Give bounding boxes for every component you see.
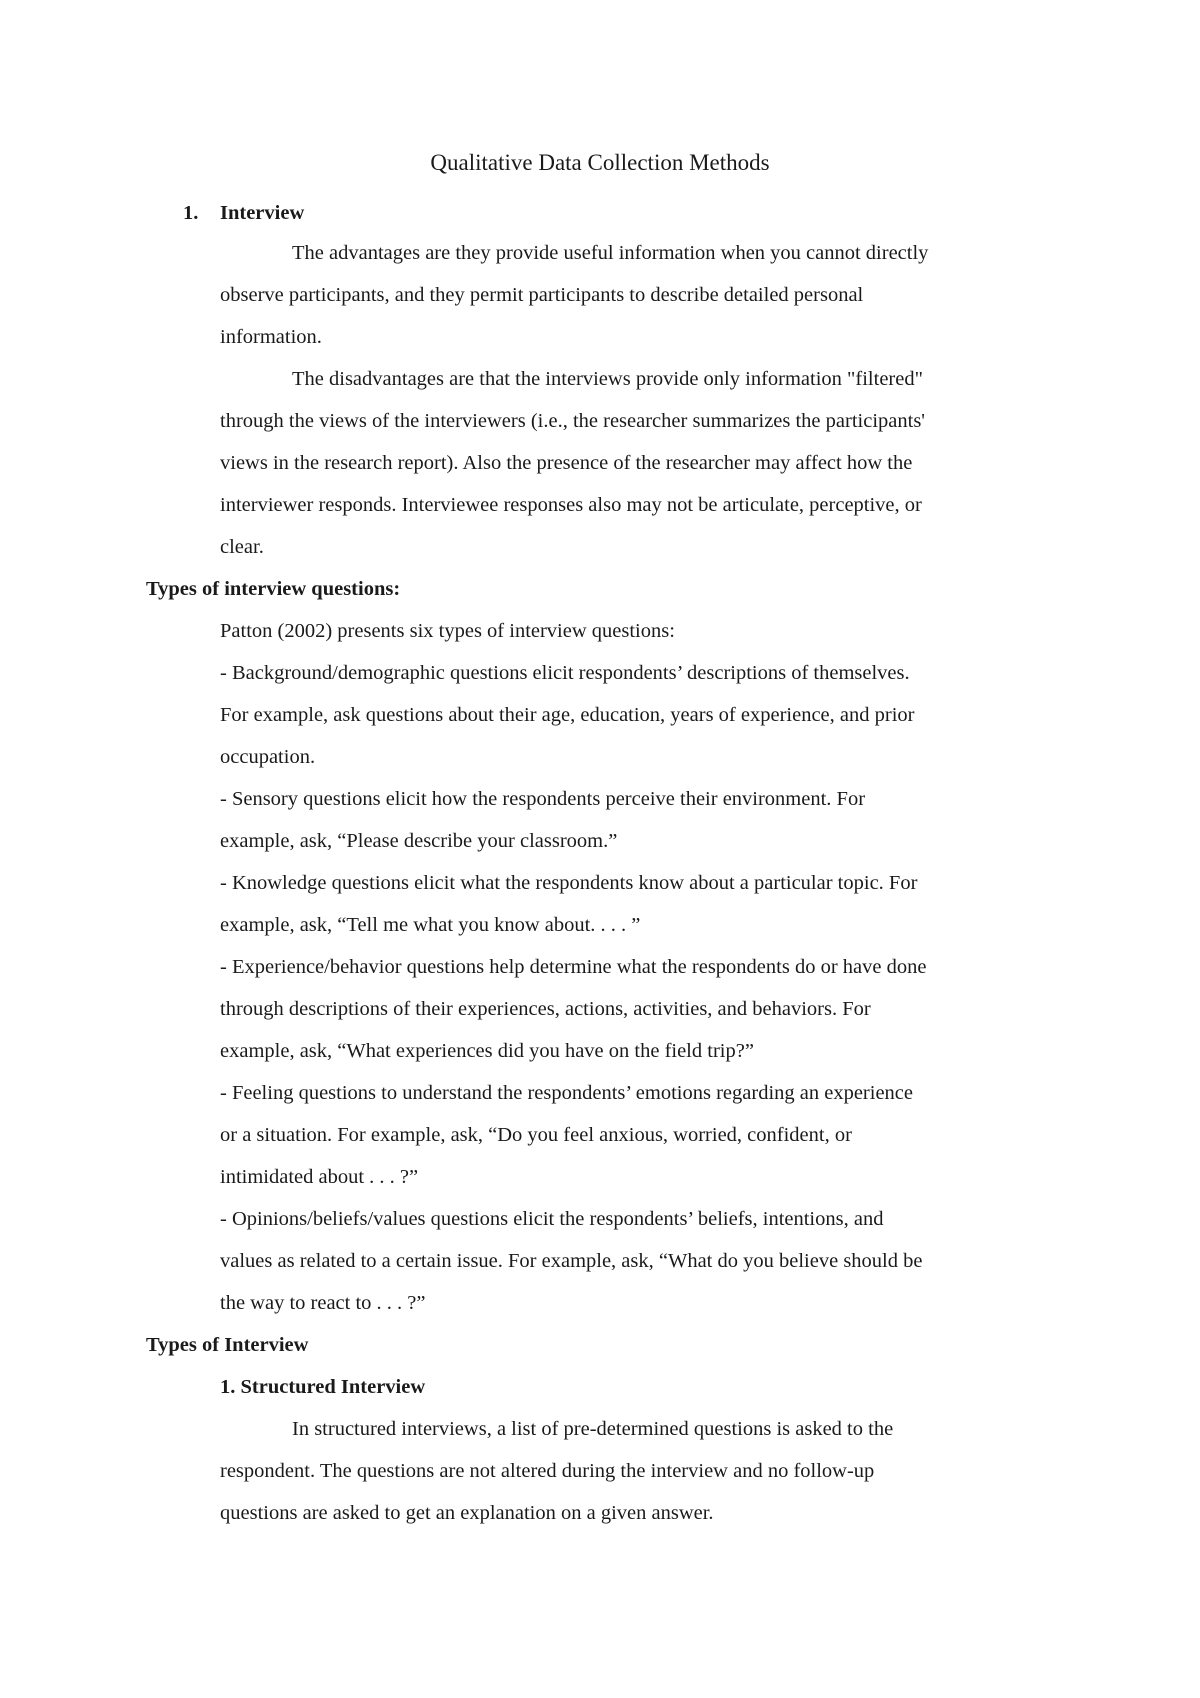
- paragraph-line: or a situation. For example, ask, “Do you feel anxious, worried, confident, or: [220, 1124, 852, 1146]
- paragraph-line: In structured interviews, a list of pre-determined questions is asked to the: [292, 1418, 894, 1440]
- section-heading-interview: Interview: [220, 202, 305, 224]
- paragraph-line: example, ask, “Please describe your classroom.”: [220, 830, 618, 852]
- paragraph-line: clear.: [220, 536, 264, 558]
- paragraph-line: views in the research report). Also the presence of the researcher may affect how the: [220, 452, 913, 474]
- subheading-structured-interview: 1. Structured Interview: [220, 1376, 426, 1398]
- paragraph-line: observe participants, and they permit participants to describe detailed personal: [220, 284, 864, 306]
- paragraph-line: values as related to a certain issue. For example, ask, “What do you believe should be: [220, 1250, 923, 1272]
- paragraph-line: respondent. The questions are not altered during the interview and no follow-up: [220, 1460, 875, 1482]
- section-heading-question-types: Types of interview questions:: [146, 578, 401, 600]
- paragraph-line: - Background/demographic questions elicit respondents’ descriptions of themselves.: [220, 662, 910, 684]
- paragraph-line: through descriptions of their experiences, actions, activities, and behaviors. For: [220, 998, 871, 1020]
- paragraph-line: example, ask, “Tell me what you know about. . . . ”: [220, 914, 641, 936]
- paragraph-line: information.: [220, 326, 322, 348]
- paragraph-line: - Knowledge questions elicit what the respondents know about a particular topic. For: [220, 872, 918, 894]
- section-number: 1.: [183, 202, 199, 224]
- paragraph-line: For example, ask questions about their age, education, years of experience, and prior: [220, 704, 915, 726]
- document-title: Qualitative Data Collection Methods: [430, 150, 770, 175]
- paragraph-line: through the views of the interviewers (i.e., the researcher summarizes the participants': [220, 410, 925, 432]
- paragraph-line: intimidated about . . . ?”: [220, 1166, 419, 1188]
- paragraph-line: - Opinions/beliefs/values questions elicit the respondents’ beliefs, intentions, and: [220, 1208, 884, 1230]
- paragraph-line: interviewer responds. Interviewee responses also may not be articulate, perceptive, or: [220, 494, 922, 516]
- paragraph-line: - Sensory questions elicit how the respondents perceive their environment. For: [220, 788, 866, 810]
- paragraph-line: - Experience/behavior questions help determine what the respondents do or have done: [220, 956, 927, 978]
- paragraph-line: - Feeling questions to understand the respondents’ emotions regarding an experience: [220, 1082, 914, 1104]
- paragraph-line: The disadvantages are that the interviews provide only information "filtered": [292, 368, 923, 390]
- paragraph-line: the way to react to . . . ?”: [220, 1292, 426, 1314]
- section-heading-interview-types: Types of Interview: [146, 1334, 309, 1356]
- paragraph-line: Patton (2002) presents six types of interview questions:: [220, 620, 675, 642]
- paragraph-line: questions are asked to get an explanation on a given answer.: [220, 1502, 714, 1524]
- paragraph-line: example, ask, “What experiences did you have on the field trip?”: [220, 1040, 754, 1062]
- paragraph-line: occupation.: [220, 746, 316, 768]
- paragraph-line: The advantages are they provide useful information when you cannot directly: [292, 242, 929, 264]
